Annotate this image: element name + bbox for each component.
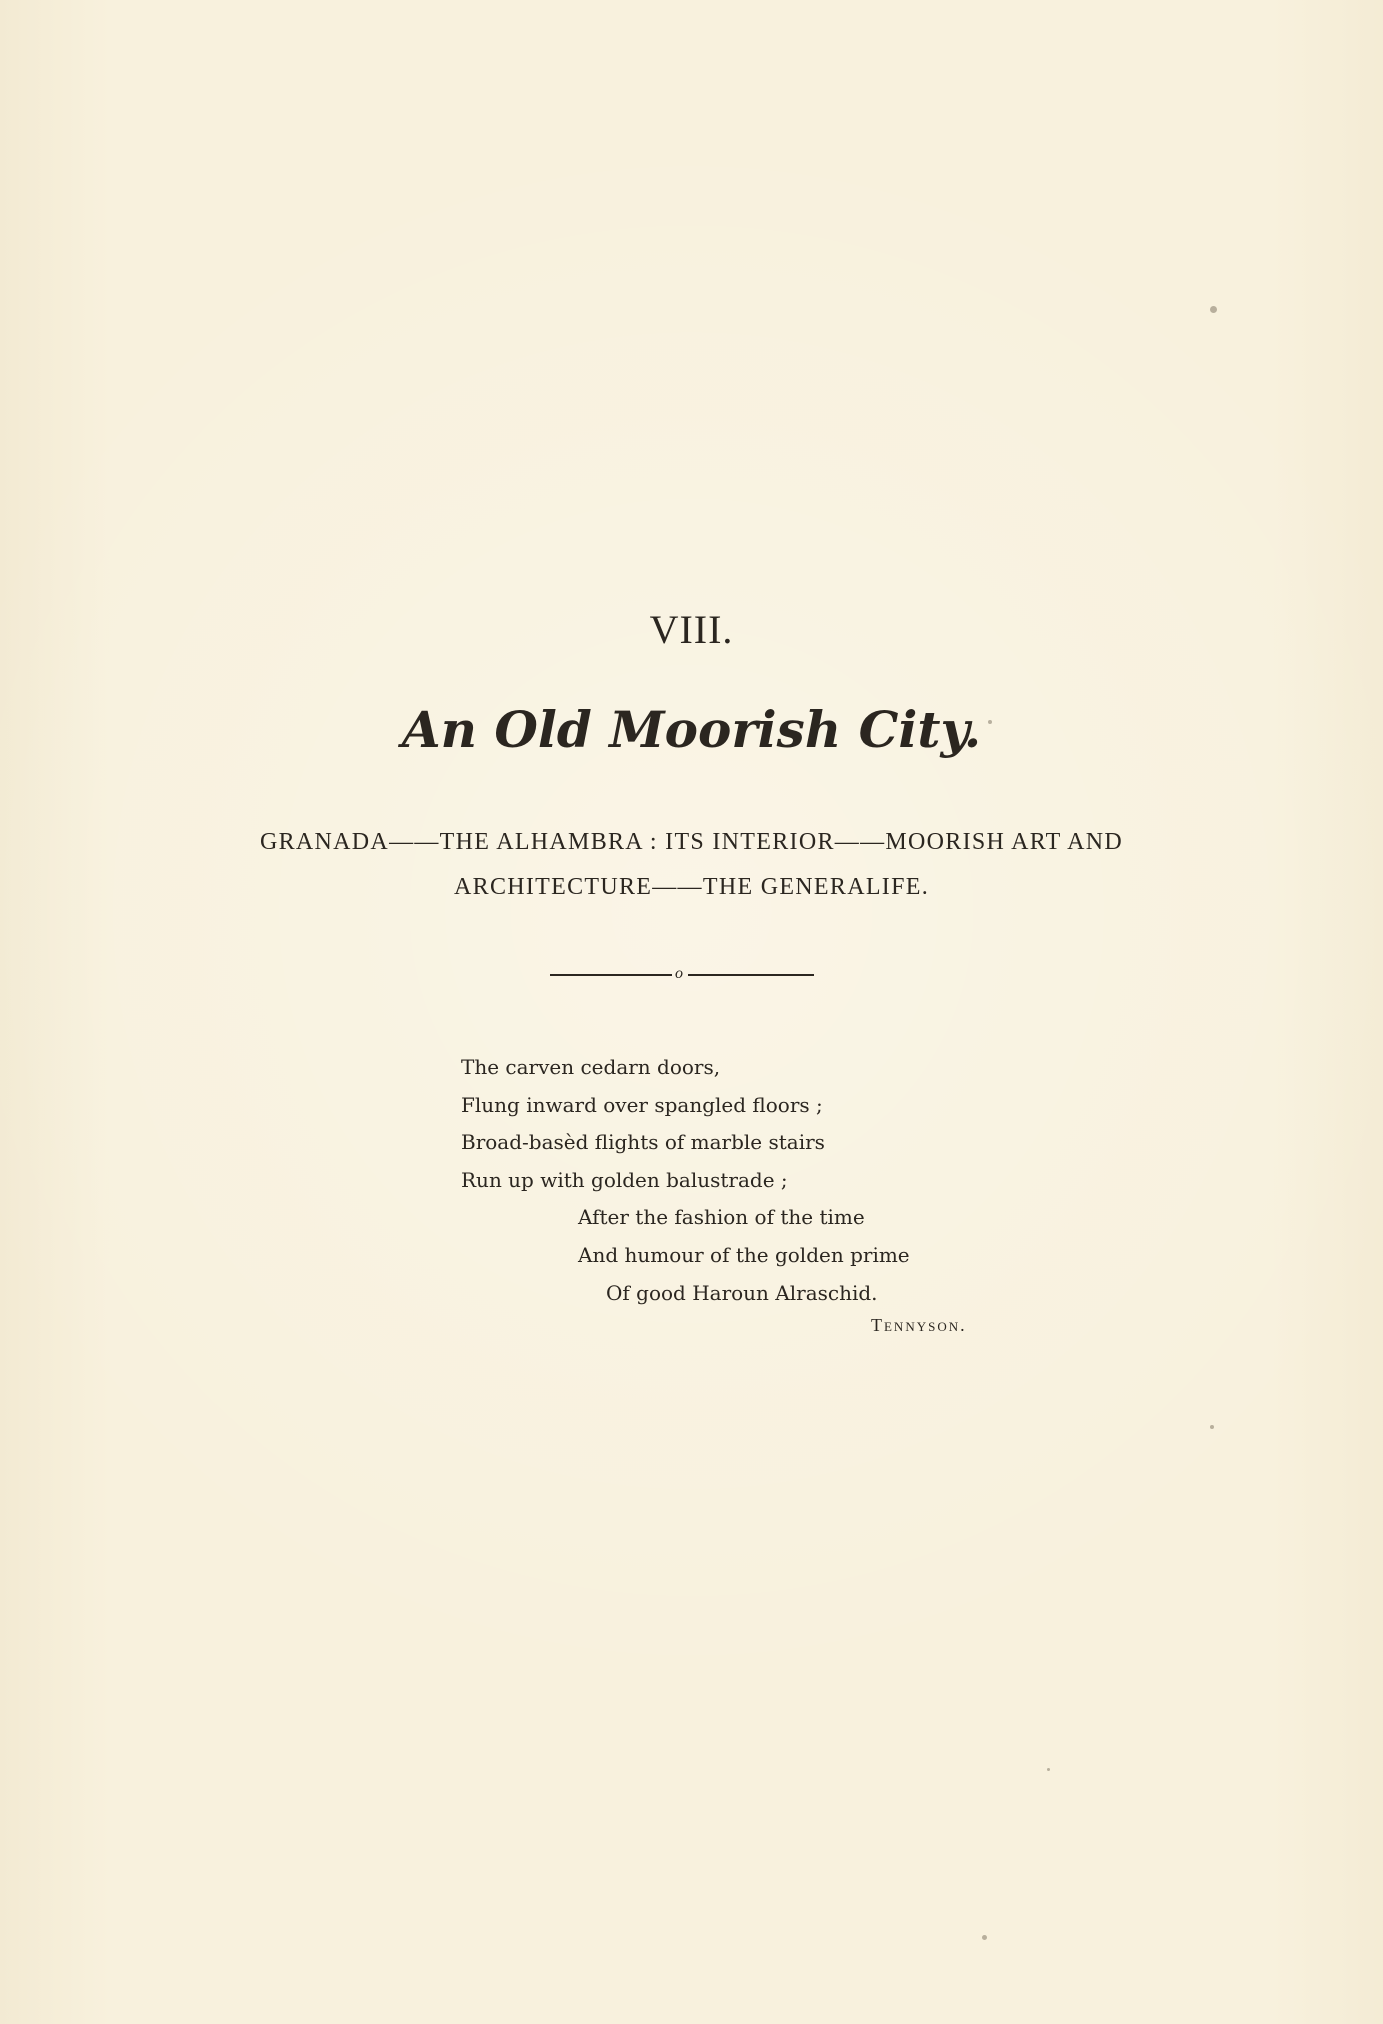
epigraph-line: After the fashion of the time (578, 1205, 865, 1230)
chapter-number: VIII. (649, 607, 734, 652)
epigraph-attribution: Tennyson. (871, 1315, 967, 1335)
paper-speck (1047, 1768, 1050, 1771)
divider-left-rule (550, 974, 672, 976)
epigraph-line: Of good Haroun Alraschid. (606, 1280, 878, 1305)
chapter-summary (170, 820, 1213, 910)
section-divider (550, 961, 814, 987)
chapter-summary-line: GRANADA——THE ALHAMBRA : ITS INTERIOR——MOORISH ART AND (259, 829, 1124, 855)
epigraph-line: And humour of the golden prime (578, 1242, 910, 1267)
epigraph (461, 1049, 1021, 1349)
epigraph-line: Run up with golden balustrade ; (461, 1167, 788, 1192)
paper-speck (1210, 1425, 1214, 1429)
paper-speck (982, 1935, 987, 1940)
epigraph-line: Flung inward over spangled floors ; (461, 1092, 823, 1117)
chapter-summary-line: ARCHITECTURE——THE GENERALIFE. (454, 874, 929, 900)
epigraph-line: Broad-basèd flights of marble stairs (461, 1130, 825, 1155)
paper-speck (1210, 306, 1217, 313)
epigraph-line: The carven cedarn doors, (461, 1055, 721, 1079)
divider-ornament-mark: o (675, 965, 683, 982)
chapter-title: An Old Moorish City. (401, 700, 982, 759)
paper-speck (988, 720, 992, 724)
divider-right-rule (688, 974, 814, 976)
